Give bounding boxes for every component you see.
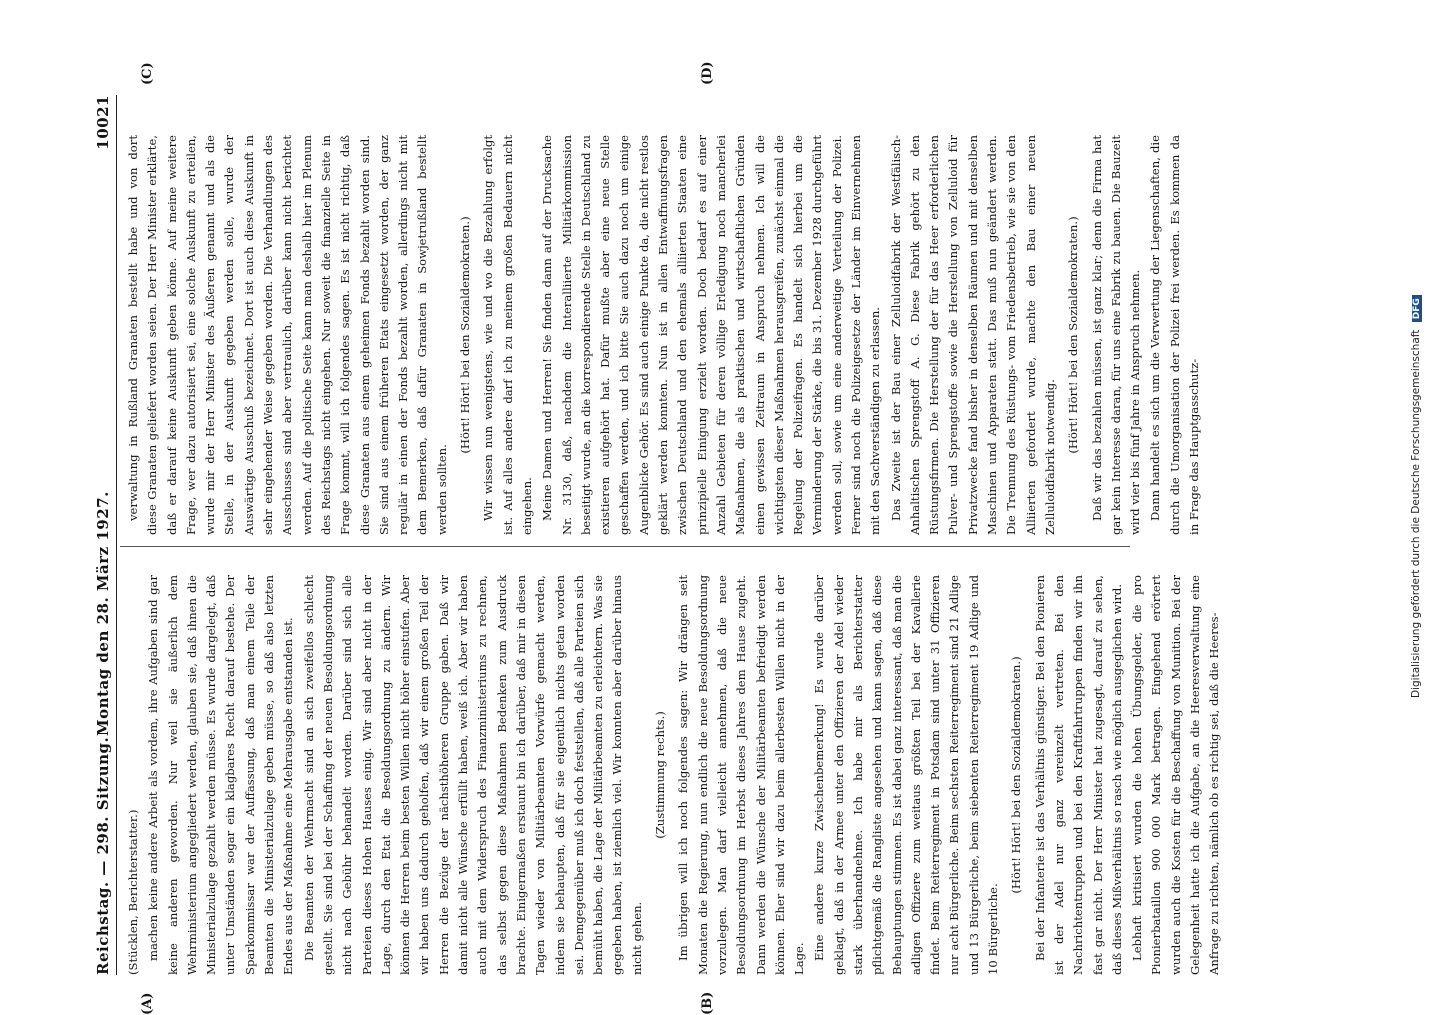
interjection: (Hört! Hört! bei den Sozialdemokraten.) <box>1066 216 1081 454</box>
paragraph: Wir wissen nun wenigstens, wie und wo die Bezahlung erfolgt ist. Auf alles andere darf ich zu meinem großen Bedauern nicht eingehen. <box>481 135 534 535</box>
speaker-line: (Stücklen, Berichterstatter.) <box>126 809 140 975</box>
margin-marker-b: (B) <box>700 991 715 1015</box>
header-date: Montag den 28. März 1927. <box>94 491 112 736</box>
paragraph: Lebhaft kritisiert wurden die hohen Übungsgelder, die pro Pionierbataillon 900 000 Mark betragen. Eingehend erörtert wurden auch die Kosten für die Beschaffung von Munition. Bei der Gelegenheit hatte ich die Aufgabe, an die Heeresverwaltung eine Anfrage zu richten, nämlich ob es richtig sei, daß die Heeres- <box>1130 575 1222 975</box>
paragraph: Eine andere kurze Zwischenbemerkung! Es wurde darüber geklagt, daß in der Armee unter den Offizieren der Adel wieder stark überhandnehme. Ich habe mir als Berichterstatter pflichtgemäß die Rangliste angesehen und kann sagen, daß diese Behauptungen stimmen. Es ist dabei ganz interessant, daß man die adligen Offiziere zum weitaus größten Teil bei der Kavallerie findet. Beim Reiterregiment in Potsdam sind unter 31 Offizieren nur acht Bürgerliche. Beim sechsten Reiterregiment sind 21 Adlige und 13 Bürgerliche, beim siebenten Reiterregiment 19 Adlige und 10 Bürgerliche. <box>812 575 1001 975</box>
paragraph: Dann handelt es sich um die Verwertung der Liegenschaften, die durch die Umorganisation der Polizei frei werden. Es kommen da in Frage das Hauptgasschutz- <box>1148 135 1202 535</box>
paragraph: Im übrigen will ich noch folgendes sagen: Wir drängen seit Monaten die Regierung, nun endlich die neue Besoldungsordnung vorzulegen. Man darf vielleicht annehmen, daß die neue Besoldungsordnung im Herbst dieses Jahres dem Hause zugeht. Dann werden die Wünsche der Militärbeamten befriedigt werden können. Eher sind wir dazu beim allerbesten Willen nicht in der Lage. <box>676 575 807 975</box>
margin-marker-a: (A) <box>140 992 155 1015</box>
header-rule <box>116 95 117 975</box>
digitization-credit <box>1410 8 1428 698</box>
left-column <box>124 575 1226 975</box>
paragraph: verwaltung in Rußland Granaten bestellt habe und von dort diese Granaten geliefert worden seien. Der Herr Minister erklärte, daß er darauf keine Auskunft geben könne. Auf meine weitere Frage, wer dazu autorisiert sei, eine solche Auskunft zu erteilen, wurde mir der Herr Minister des Äußeren genannt und als die Stelle, in der Auskunft gegeben werden solle, wurde der Auswärtige Ausschuß bezeichnet. Dort ist auch diese Auskunft in sehr eingehender Weise gegeben worden. Die Verhandlungen des Ausschusses sind aber vertraulich, darüber kann nicht berichtet werden. Auf die politische Seite kann man deshalb hier im Plenum des Reichstags nicht eingehen. Nur soweit die finanzielle Seite in Frage kommt, will ich folgendes sagen. Es ist nicht richtig, daß diese Granaten aus einem geheimen Fonds bezahlt worden sind. Sie sind aus einem früheren Etats eingesetzt worden, der ganz regulär in einen der Fonds bezahlt worden, allerdings nicht mit dem Bemerken, daß dafür Granaten in Sowjetrußland bestellt werden sollten. <box>126 135 449 535</box>
header-left: Reichstag. — 298. Sitzung. <box>94 736 112 975</box>
margin-marker-c: (C) <box>140 62 155 85</box>
paragraph: Die Beamten der Wehrmacht sind an sich zweifellos schlecht gestellt. Sie sind bei der Schaffung der neuen Besoldungsordnung nicht nach Gebühr behandelt worden. Darüber sind sich alle Parteien dieses Hohen Hauses einig. Wir sind aber nicht in der Lage, durch den Etat die Besoldungsordnung zu ändern. Wir können die Herren beim besten Willen nicht höher einstufen. Aber wir haben uns dadurch geholfen, daß wir einem großen Teil der Herren die Bezüge der nächsthöheren Gruppe gaben. Daß wir damit nicht alle Wünsche erfüllt haben, weiß ich. Aber wir haben auch mit dem Widerspruch des Finanzministeriums zu rechnen, das selbst gegen diese Maßnahmen Bedenken zum Ausdruck brachte. Einigermaßen erstaunt bin ich darüber, daß mir in diesen Tagen wieder von Militärbeamten Vorwürfe gemacht werden, indem sie behaupten, daß für sie eigentlich nichts getan worden sei. Demgegenüber muß ich doch feststellen, daß alle Parteien sich bemüht haben, die Lage der Militärbeamten zu erleichtern. Was sie gegeben haben, ist ziemlich viel. Wir konnten aber darüber hinaus nicht gehen. <box>301 575 644 975</box>
credit-text: Digitalisierung gefördert durch die Deutsche Forschungsgemeinschaft <box>1410 329 1422 698</box>
page-header <box>90 95 118 975</box>
interjection: (Hört! Hört! bei den Sozialdemokraten.) <box>458 216 473 454</box>
header-right <box>94 95 112 736</box>
page-number: 10021 <box>94 95 112 150</box>
margin-marker-d: (D) <box>700 61 715 85</box>
rotated-document-page <box>90 61 1222 1015</box>
right-column <box>124 135 1205 535</box>
paragraph: Meine Damen und Herren! Sie finden dann auf der Drucksache Nr. 3130, daß, nachdem die Interalliierte Militärkommission beseitigt wurde, an die korrespondierende Stelle in Deutschland zu existieren aufgehört hat. Dafür mußte aber eine neue Stelle geschaffen werden, und ich bitte Sie auch dazu noch um einige Augenblicke Gehör. Es sind auch einige Punkte da, die nicht restlos geklärt werden konnten. Nun ist in allen Entwaffnungsfragen zwischen Deutschland und den ehemals alliierten Staaten eine prinzipielle Einigung erzielt worden. Doch bedarf es auf einer Anzahl Gebieten für deren völlige Erledigung noch mancherlei Maßnahmen, die als praktischen und wirtschaftlichen Gründen einen gewissen Zeitraum in Anspruch nehmen. Ich will die wichtigsten dieser Maßnahmen herausgreifen, zunächst einmal die Regelung der Polizeifragen. Es handelt sich hierbei um die Verminderung der Stärke, die bis 31. Dezember 1928 durchgeführt werden soll, sowie um eine anderweitige Verteilung der Polizei. Ferner sind noch die Polizeigesetze der Länder im Einvernehmen mit den Sachverständigen zu erlassen. <box>540 135 883 535</box>
interjection: (Zustimmung rechts.) <box>653 711 668 839</box>
paragraph: Bei der Infanterie ist das Verhältnis günstiger. Bei den Pionieren ist der Adel nur ganz vereinzelt vertreten. Bei den Nachrichtentruppen und bei den Kraftfahrtruppen finden wir ihn fast gar nicht. Der Herr Minister hat zugesagt, darauf zu sehen, daß dieses Mißverhältnis so rasch wie möglich ausgeglichen wird. <box>1032 575 1124 975</box>
dfg-logo: DFG <box>1412 295 1422 322</box>
interjection: (Hört! Hört! bei den Sozialdemokraten.) <box>1009 656 1024 894</box>
column-divider <box>120 546 1130 547</box>
paragraph: Das Zweite ist der Bau einer Zelluloidfabrik der Westfälisch-Anhaltischen Sprengstoff A. G. Diese Fabrik gehört zu den Rüstungsfirmen. Die Herstellung der für das Heer erforderlichen Pulver- und Sprengstoffe sowie die Herstellung von Zelluloid für Privatzwecke fand bisher in denselben Räumen und mit denselben Maschinen und Apparaten statt. Das muß nun geändert werden. Die Trennung des Rüstungs- vom Friedensbetrieb, wie sie von den Alliierten gefordert wurde, machte den Bau einer neuen Zelluloidfabrik notwendig. <box>888 135 1057 535</box>
paragraph: Daß wir das bezahlen müssen, ist ganz klar; denn die Firma hat gar kein Interesse daran, für uns eine Fabrik zu bauen. Die Bauzeit wird vier bis fünf Jahre in Anspruch nehmen. <box>1089 135 1143 535</box>
paragraph: machen keine andere Arbeit als vordem, ihre Aufgaben sind gar keine anderen geworden. Nur weil sie äußerlich dem Wehrministerium angegliedert werden, glauben sie, daß ihnen die Ministerialzulage gezahlt werden müsse. Es wurde dargelegt, daß unter Umständen sogar ein klagbares Recht darauf bestehe. Der Sparkommissar war der Auffassung, daß man einem Teile der Beamten die Ministerialzulage geben müsse, so daß also letzten Endes aus der Maßnahme eine Mehrausgabe entstanden ist. <box>146 575 296 975</box>
